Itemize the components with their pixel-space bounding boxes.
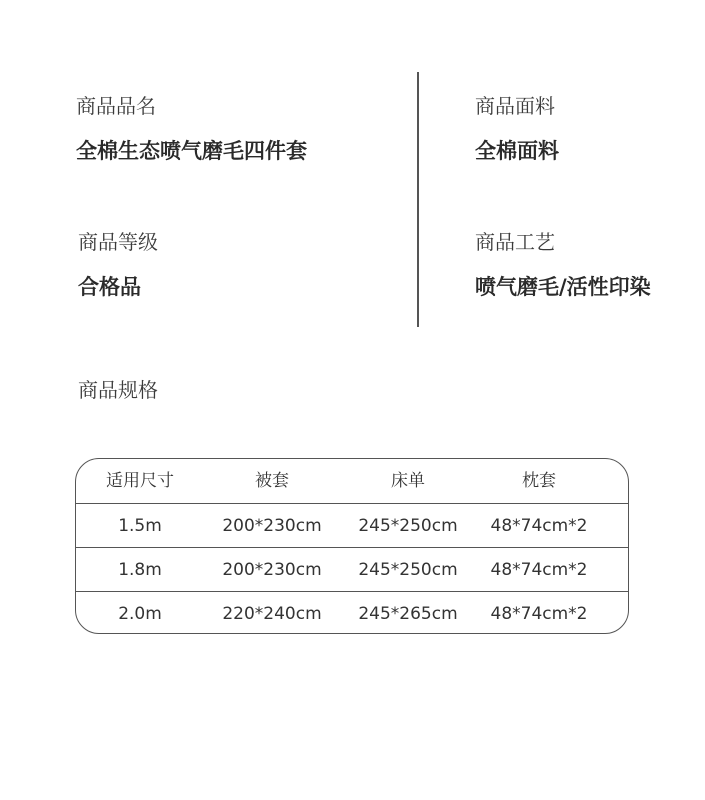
spec-title: 商品规格 bbox=[78, 378, 158, 402]
vertical-divider bbox=[417, 72, 419, 327]
cell-bed-sheet: 245*250cm bbox=[358, 516, 458, 536]
header-pillowcase: 枕套 bbox=[522, 471, 556, 491]
table-row bbox=[76, 547, 628, 592]
craft-label: 商品工艺 bbox=[475, 230, 555, 254]
grade-value: 合格品 bbox=[78, 275, 141, 299]
cell-pillowcase: 48*74cm*2 bbox=[490, 560, 588, 580]
table-row bbox=[76, 591, 628, 634]
table-row bbox=[76, 503, 628, 548]
header-duvet-cover: 被套 bbox=[255, 471, 289, 491]
cell-pillowcase: 48*74cm*2 bbox=[490, 604, 588, 624]
fabric-label: 商品面料 bbox=[475, 94, 555, 118]
craft-value: 喷气磨毛/活性印染 bbox=[475, 275, 651, 299]
grade-label: 商品等级 bbox=[78, 230, 158, 254]
cell-duvet-cover: 200*230cm bbox=[222, 516, 322, 536]
cell-pillowcase: 48*74cm*2 bbox=[490, 516, 588, 536]
header-bed-sheet: 床单 bbox=[391, 471, 425, 491]
cell-bed-sheet: 245*265cm bbox=[358, 604, 458, 624]
spec-table bbox=[75, 458, 629, 634]
cell-bed-sheet: 245*250cm bbox=[358, 560, 458, 580]
table-header-row bbox=[76, 459, 628, 503]
header-size: 适用尺寸 bbox=[106, 471, 174, 491]
cell-duvet-cover: 220*240cm bbox=[222, 604, 322, 624]
cell-size: 1.5m bbox=[118, 516, 162, 536]
cell-size: 2.0m bbox=[118, 604, 162, 624]
fabric-value: 全棉面料 bbox=[475, 139, 559, 163]
product-name-label: 商品品名 bbox=[76, 94, 156, 118]
cell-size: 1.8m bbox=[118, 560, 162, 580]
product-name-value: 全棉生态喷气磨毛四件套 bbox=[76, 139, 307, 163]
cell-duvet-cover: 200*230cm bbox=[222, 560, 322, 580]
